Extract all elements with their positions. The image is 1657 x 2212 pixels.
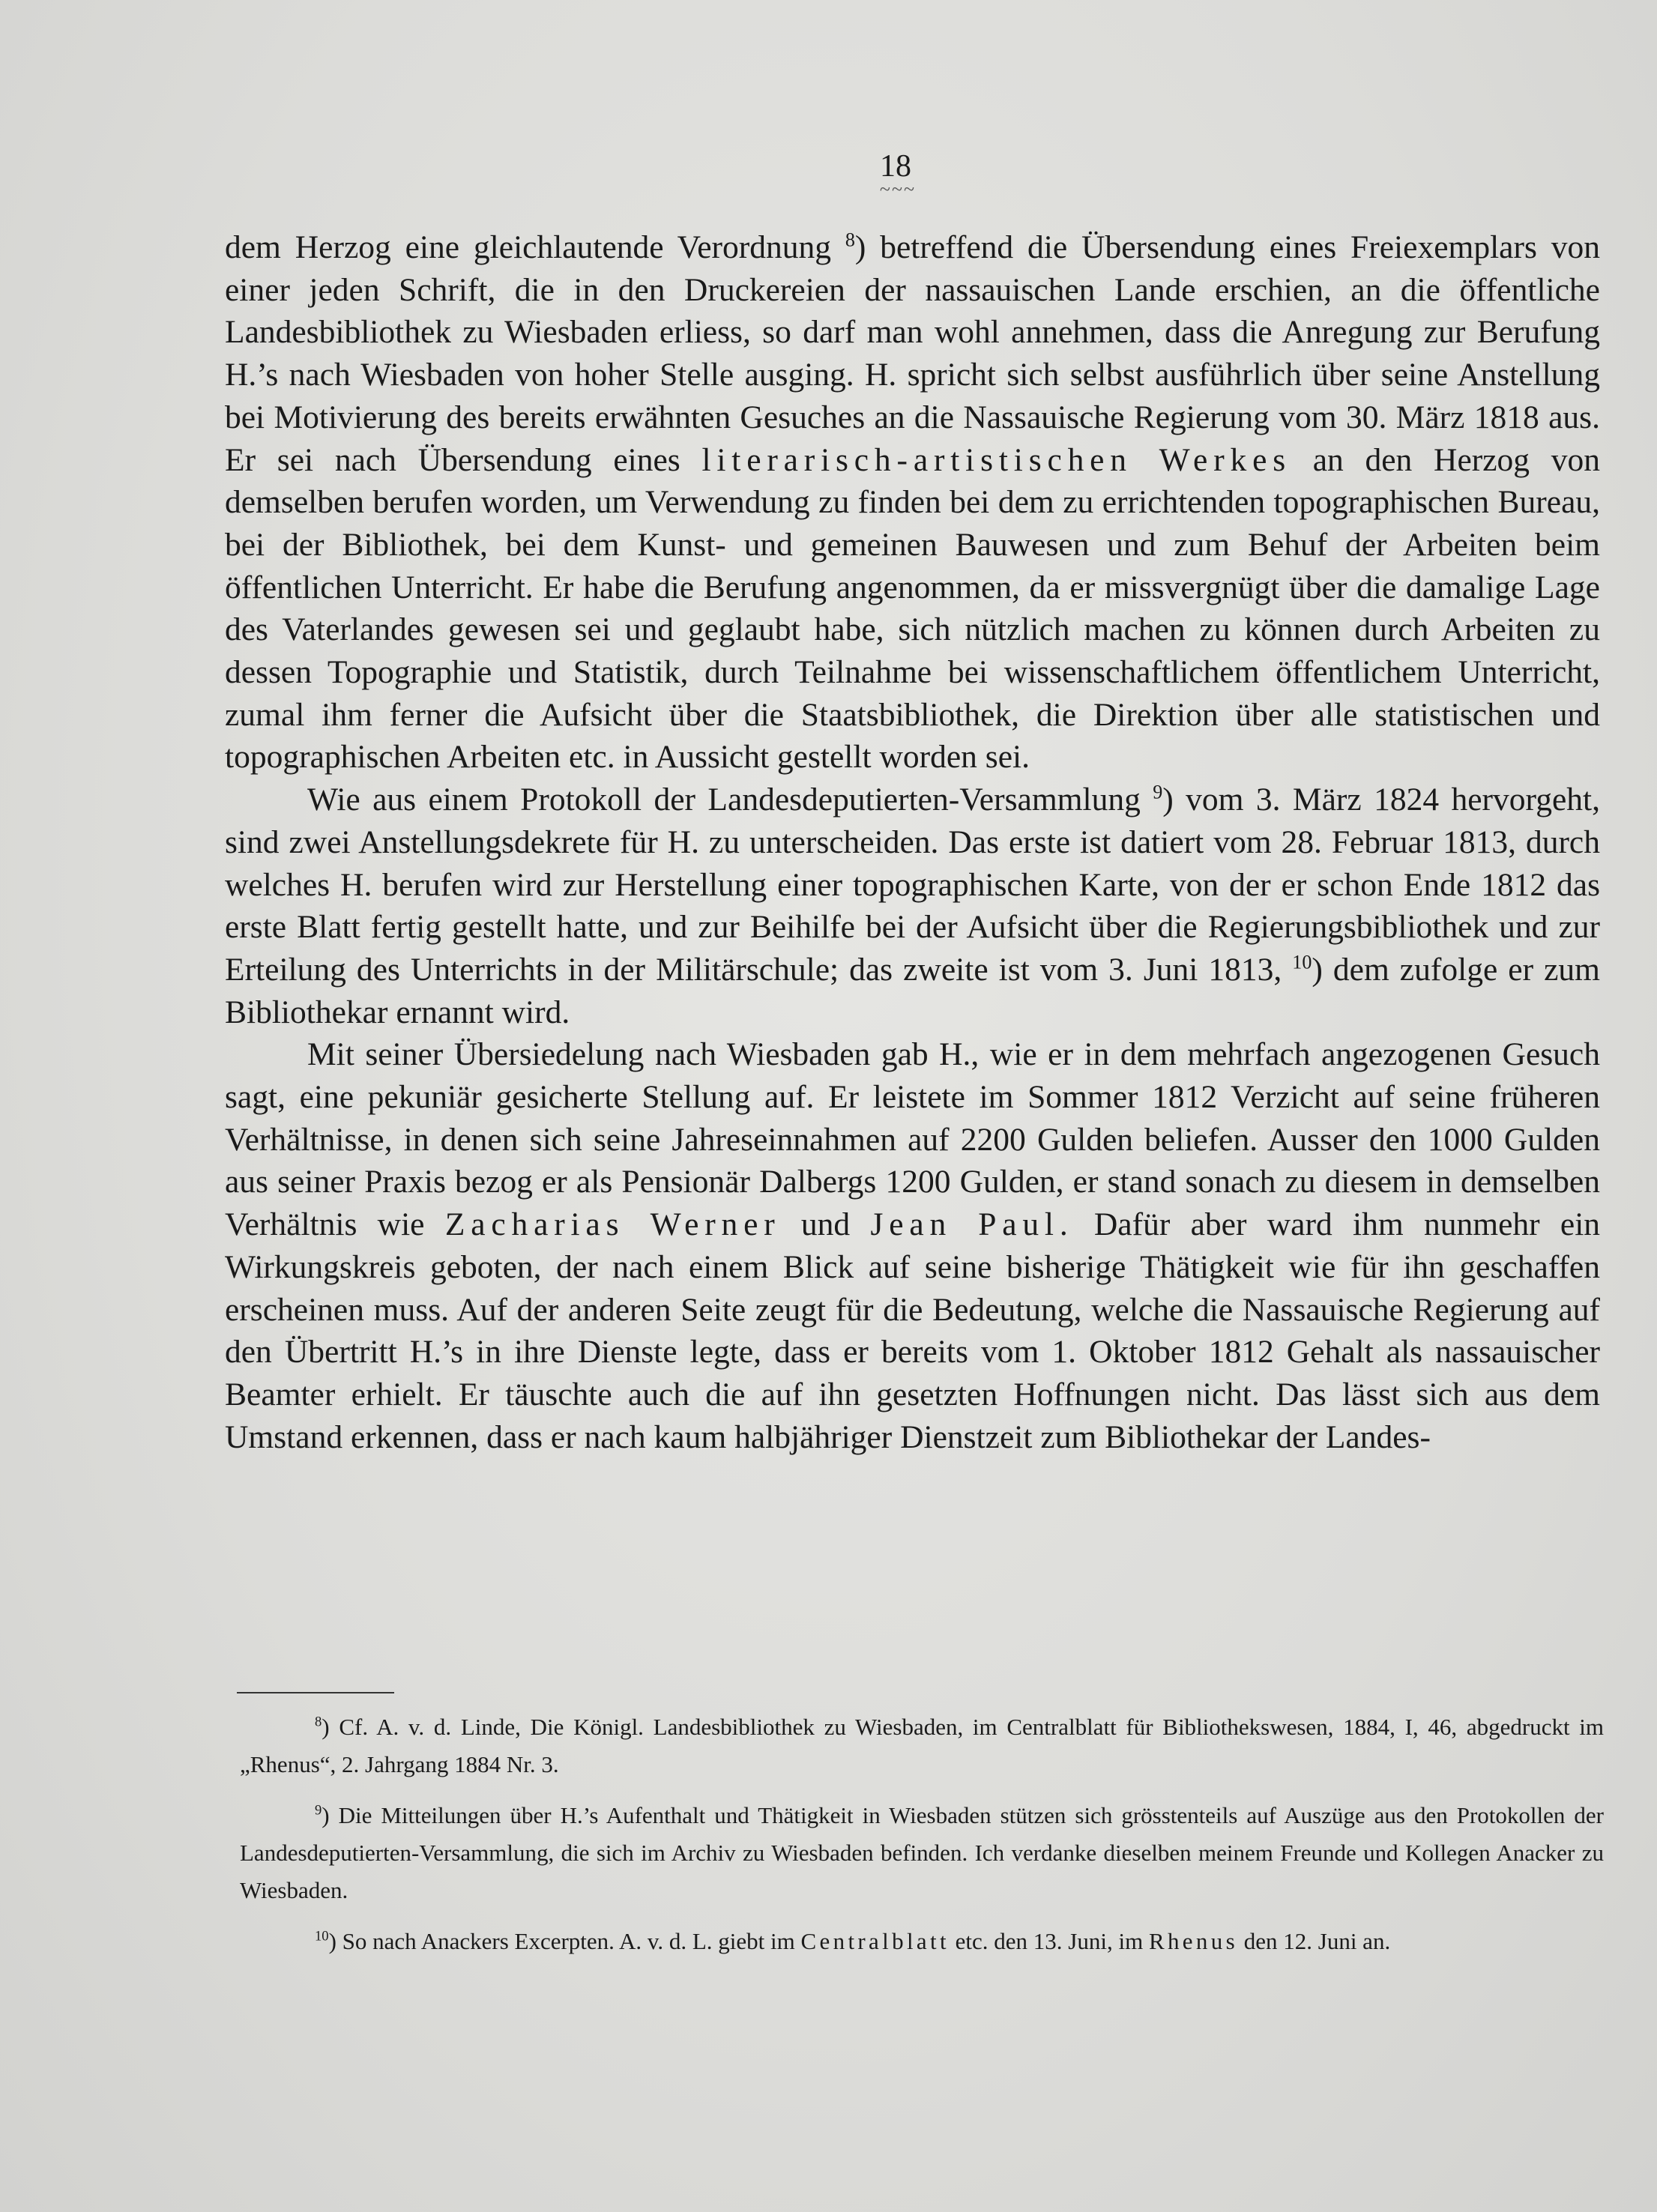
footnotes [240,1708,1604,1960]
spaced-emphasis: literarisch-artistischen Werkes [701,441,1291,478]
footnote-divider [237,1692,394,1693]
footnote-9: $^9$) Die Mitteilungen über H.’s Aufenthalt und Thätigkeit in Wiesbaden stützen sich grösstenteils auf Auszüge aus den Protokollen der Landesdeputierten-Versammlung, die sich im Archiv zu Wiesbaden befinden. Ich verdanke dieselben meinem Freunde und Kollegen Anacker zu Wiesbaden. [240,1802,1604,1903]
paragraph-3: Mit seiner Übersiedelung nach Wiesbaden gab H., wie er in dem mehrfach angezogenen Gesuch sagt, eine pekuniär gesicherte Stellung auf. Er leistete im Sommer 1812 Verzicht auf seine früheren Verhältnisse, in denen sich seine Jahreseinnahmen auf 2200 Gulden beliefen. Ausser den 1000 Gulden aus seiner Praxis bezog er als Pensionär Dalbergs 1200 Gulden, er stand sonach zu diesem in demselben Verhältnis wie Zacharias Werner und Jean Paul. Dafür aber ward ihm nunmehr ein Wirkungskreis geboten, der nach einem Blick auf seine bisherige Thätigkeit wie für ihn geschaffen erscheinen muss. Auf der anderen Seite zeugt für die Bedeutung, welche die Nassauische Regierung auf den Übertritt H.’s in ihre Dienste legte, dass er bereits vom 1. Oktober 1812 Gehalt als nassauischer Beamter erhielt. Er täuschte auch die auf ihn gesetzten Hoffnungen nicht. Das lässt sich aus dem Umstand erkennen, dass er nach kaum halbjähriger Dienstzeit zum Bibliothekar der Landes- [225,1036,1601,1455]
paragraph-1: dem Herzog eine gleichlautende Verordnung $^8$) betreffend die Übersendung eines Freiexemplars von einer jeden Schrift, die in den Druckereien der nassauischen Lande erschien, an die öffentliche Landesbibliothek zu Wiesbaden erliess, so darf man wohl annehmen, dass die Anregung zur Berufung H.’s nach Wiesbaden von hoher Stelle ausging. H. spricht sich selbst ausführlich über seine Anstellung bei Motivierung des bereits erwähnten Gesuches an die Nassauische Regierung vom 30. März 1818 aus. Er sei nach Übersendung eines literarisch-artistischen Werkes an den Herzog von demselben berufen worden, um Verwendung zu finden bei dem zu errichtenden topographischen Bureau, bei der Bibliothek, bei dem Kunst- und gemeinen Bauwesen und zum Behuf der Arbeiten beim öffentlichen Unterricht. Er habe die Berufung angenommen, da er missvergnügt über die damalige Lage des Vaterlandes gewesen sei und geglaubt habe, sich nützlich machen zu können durch Arbeiten zu dessen Topographie und Statistik, durch Teilnahme bei wissenschaftlichem öffentlichem Unterricht, zumal ihm ferner die Aufsicht über die Staatsbibliothek, die Direktion über alle statistischen und topographischen Arbeiten etc. in Aussicht gestellt worden sei. [225,229,1601,776]
spaced-name-jean-paul: Jean Paul. [870,1206,1074,1243]
footnote-8: $^8$) Cf. A. v. d. Linde, Die Königl. Landesbibliothek zu Wiesbaden, im Centralblatt für Bibliothekswesen, 1884, I, 46, abgedruckt im „Rhenus“, 2. Jahrgang 1884 Nr. 3. [240,1714,1604,1777]
footnote-10: $^{10}$) So nach Anackers Excerpten. A. v. d. L. giebt im Centralblatt etc. den 13. Juni, im Rhenus den 12. Juni an. [315,1928,1391,1954]
main-text [225,226,1600,1458]
paragraph-2: Wie aus einem Protokoll der Landesdeputierten-Versammlung $^9$) vom 3. März 1824 hervorgeht, sind zwei Anstellungsdekrete für H. zu unterscheiden. Das erste ist datiert vom 28. Februar 1813, durch welches H. berufen wird zur Herstellung einer topographischen Karte, von der er schon Ende 1812 das erste Blatt fertig gestellt hatte, und zur Beihilfe bei der Aufsicht über die Regierungsbibliothek und zur Erteilung des Unterrichts in der Militärschule; das zweite ist vom 3. Juni 1813, $^{10}$) dem zufolge er zum Bibliothekar ernannt wird. [225,781,1601,1030]
footnote-marker: 10 [315,1928,329,1944]
page-number-ornament: ~~~ [879,178,917,200]
footnote-ref-8[interactable]: 8 [845,229,855,251]
spaced-name-werner: Zacharias Werner [444,1206,781,1243]
footnote-ref-9[interactable]: 9 [1153,781,1163,803]
footnote-ref-10[interactable]: 10 [1292,951,1312,973]
footnote-marker: 9 [315,1802,322,1819]
page-number: 18 [880,149,911,184]
footnote-marker: 8 [315,1714,322,1730]
